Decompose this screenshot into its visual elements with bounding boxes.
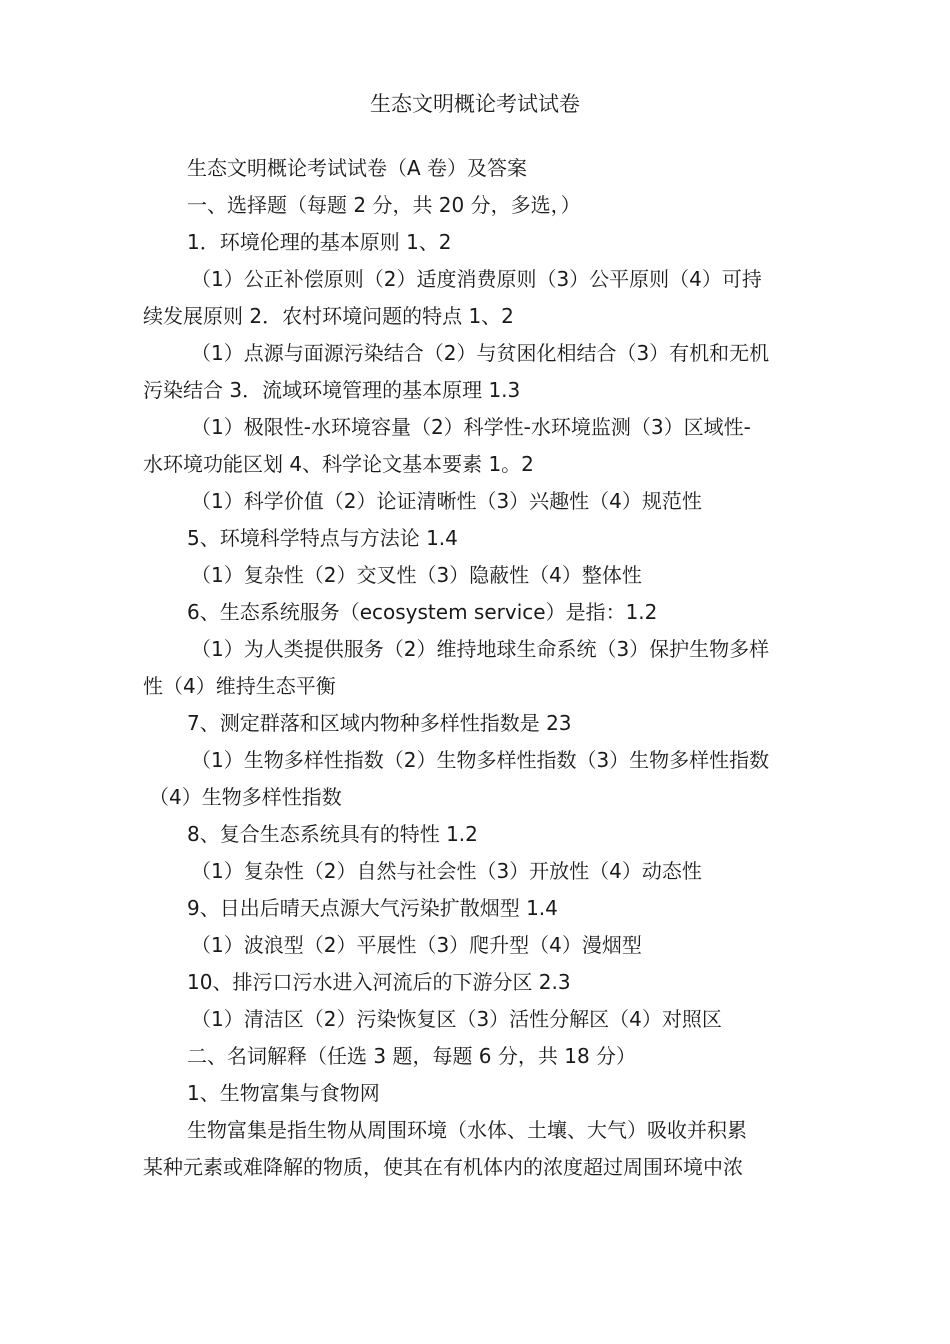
options-line: （1）极限性-水环境容量（2）科学性-水环境监测（3）区域性-	[191, 415, 751, 439]
question-line: 5、环境科学特点与方法论 1.4	[187, 526, 458, 550]
section-heading: 二、名词解释（任选 3 题，每题 6 分，共 18 分）	[187, 1044, 637, 1068]
continuation-line: 水环境功能区划 4、科学论文基本要素 1。2	[143, 452, 534, 476]
question-line: 10、排污口污水进入河流后的下游分区 2.3	[187, 970, 571, 994]
paragraph-line: 某种元素或难降解的物质，使其在有机体内的浓度超过周围环境中浓	[143, 1155, 743, 1179]
question-line: 1．环境伦理的基本原则 1、2	[187, 230, 452, 254]
options-line: （1）复杂性（2）自然与社会性（3）开放性（4）动态性	[191, 859, 702, 883]
options-line: （1）科学价值（2）论证清晰性（3）兴趣性（4）规范性	[191, 489, 702, 513]
options-line: （1）波浪型（2）平展性（3）爬升型（4）漫烟型	[191, 933, 642, 957]
exam-subtitle: 生态文明概论考试试卷（A 卷）及答案	[187, 156, 528, 180]
continuation-line: （4）生物多样性指数	[149, 785, 342, 809]
question-line: 6、生态系统服务（ecosystem service）是指：1.2	[187, 600, 658, 624]
options-line: （1）复杂性（2）交叉性（3）隐蔽性（4）整体性	[191, 563, 642, 587]
question-line: 9、日出后晴天点源大气污染扩散烟型 1.4	[187, 896, 558, 920]
options-line: （1）为人类提供服务（2）维持地球生命系统（3）保护生物多样	[191, 637, 770, 661]
section-heading: 一、选择题（每题 2 分，共 20 分，多选，）	[187, 193, 581, 217]
options-line: （1）点源与面源污染结合（2）与贫困化相结合（3）有机和无机	[191, 341, 770, 365]
term-heading: 1、生物富集与食物网	[187, 1081, 380, 1105]
question-line: 8、复合生态系统具有的特性 1.2	[187, 822, 478, 846]
continuation-line: 续发展原则 2．农村环境问题的特点 1、2	[143, 304, 514, 328]
continuation-line: 性（4）维持生态平衡	[143, 674, 336, 698]
document-body	[143, 150, 811, 1186]
options-line: （1）公正补偿原则（2）适度消费原则（3）公平原则（4）可持	[191, 267, 762, 291]
options-line: （1）清洁区（2）污染恢复区（3）活性分解区（4）对照区	[191, 1007, 722, 1031]
document-title: 生态文明概论考试试卷	[370, 92, 580, 116]
continuation-line: 污染结合 3．流域环境管理的基本原理 1.3	[143, 378, 521, 402]
question-line: 7、测定群落和区域内物种多样性指数是 23	[187, 711, 572, 735]
paragraph-line: 生物富集是指生物从周围环境（水体、土壤、大气）吸收并积累	[187, 1118, 747, 1142]
options-line: （1）生物多样性指数（2）生物多样性指数（3）生物多样性指数	[191, 748, 770, 772]
